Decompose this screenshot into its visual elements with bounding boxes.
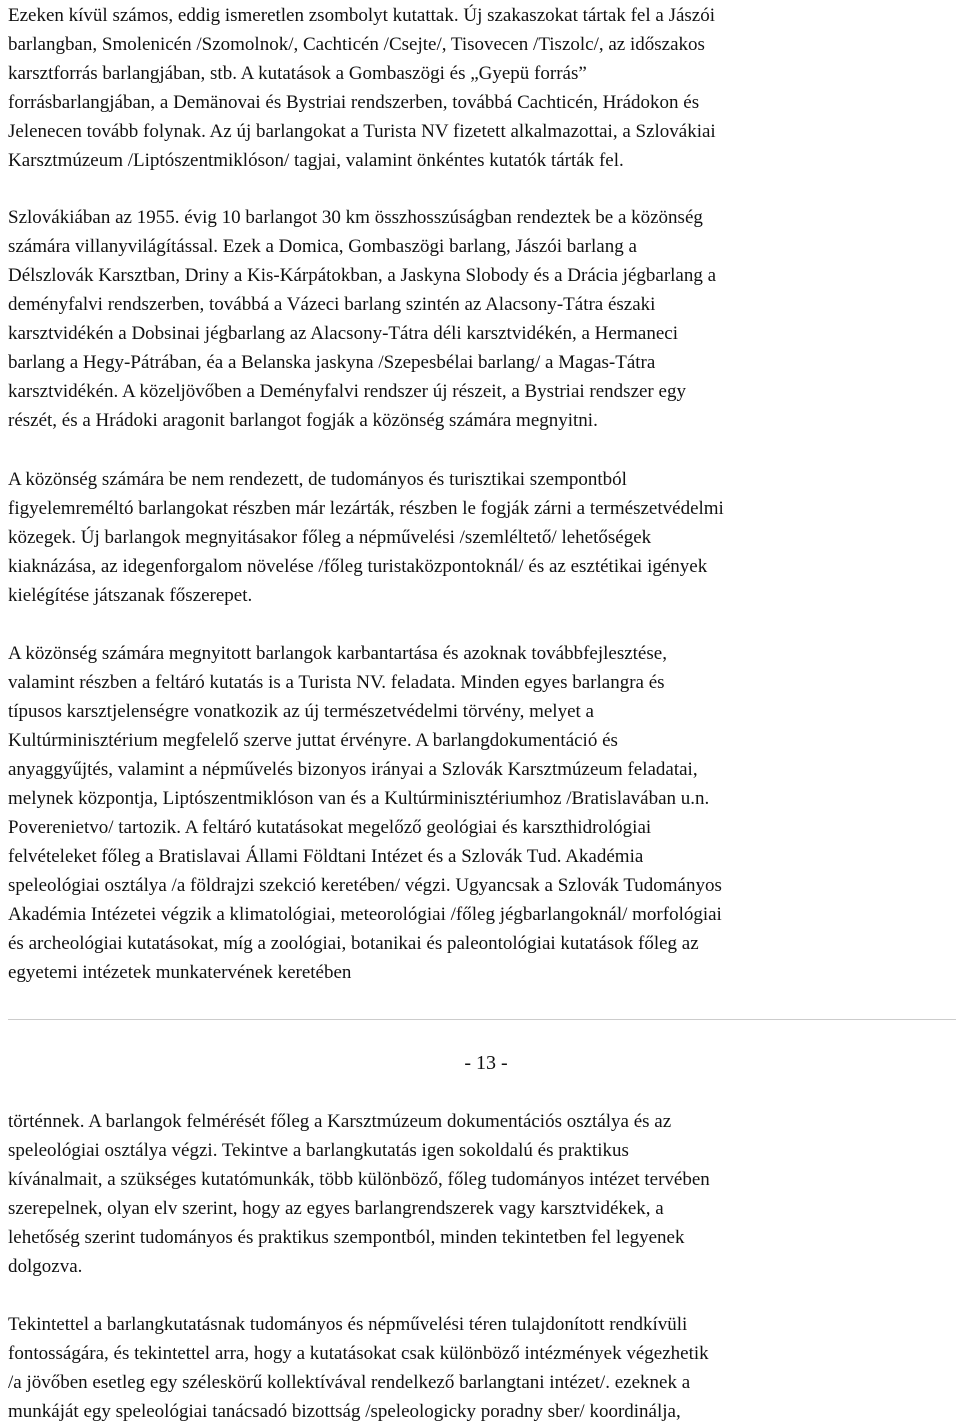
text-line: dolgozva. <box>8 1256 83 1277</box>
paragraph-committee <box>8 1310 709 1426</box>
text-line: Jelenecen tovább folynak. Az új barlangokat a Turista NV fizetett alkalmazottai, a Szlovákiai <box>8 121 716 142</box>
text-line: Poverenietvo/ tartozik. A feltáró kutatásokat megelőző geológiai és karszthidrológiai <box>8 817 652 838</box>
text-line: kiaknázása, az idegenforgalom növelése /főleg turistaközpontoknál/ és az esztétikai igények <box>8 556 708 577</box>
text-line: karsztvidékén a Dobsinai jégbarlang az Alacsony-Tátra déli karsztvidékén, a Hermaneci <box>8 323 678 344</box>
text-line: karsztforrás barlangjában, stb. A kutatások a Gombaszögi és „Gyepü forrás” <box>8 63 587 84</box>
text-line: karsztvidékén. A közeljövőben a Deményfalvi rendszer új részeit, a Bystriai rendszer egy <box>8 381 686 402</box>
text-line: Karsztmúzeum /Liptószentmiklóson/ tagjai, valamint önkéntes kutatók tárták fel. <box>8 150 624 171</box>
text-line: barlang a Hegy-Pátrában, éa a Belanska jaskyna /Szepesbélai barlang/ a Magas-Tátra <box>8 352 656 373</box>
page-number: - 13 - <box>464 1052 508 1074</box>
text-line: forrásbarlangjában, a Demänovai és Bystriai rendszerben, továbbá Cachticén, Hrádokon és <box>8 92 700 113</box>
text-line: figyelemreméltó barlangokat részben már lezárták, részben le fogják zárni a természetvédelmi <box>8 498 724 519</box>
paragraph-research-findings <box>8 1 716 175</box>
paragraph-closed-caves <box>8 465 724 610</box>
text-line: történnek. A barlangok felmérését főleg a Karsztmúzeum dokumentációs osztálya és az <box>8 1111 672 1132</box>
text-line: és archeológiai kutatásokat, míg a zoológiai, botanikai és paleontológiai kutatások főleg az <box>8 933 699 954</box>
text-line: közegek. Új barlangok megnyitásakor főleg a népművelési /szemléltető/ lehetőségek <box>8 527 652 548</box>
text-line: /a jövőben esetleg egy széleskörű kollektívával rendelkező barlangtani intézet/. ezeknek a <box>8 1372 691 1393</box>
text-line: A közönség számára be nem rendezett, de tudományos és turisztikai szempontból <box>8 469 627 490</box>
text-line: fontosságára, és tekintettel arra, hogy a kutatásokat csak különböző intézmények végezhetik <box>8 1343 709 1364</box>
text-line: melynek központja, Liptószentmiklóson van és a Kultúrminisztériumhoz /Bratislavában u.n. <box>8 788 710 809</box>
paragraph-maintenance <box>8 639 722 987</box>
text-line: speleológiai osztálya végzi. Tekintve a barlangkutatás igen sokoldalú és praktikus <box>8 1140 629 1161</box>
text-line: részét, és a Hrádoki aragonit barlangot fogják a közönség számára megnyitni. <box>8 410 598 431</box>
paragraph-survey <box>8 1107 710 1281</box>
text-line: munkáját egy speleológiai tanácsadó bizottság /speleologicky poradny sber/ koordinálja, <box>8 1401 681 1422</box>
text-line: Tekintettel a barlangkutatásnak tudományos és népművelési téren tulajdonított rendkívüli <box>8 1314 688 1335</box>
text-line: felvételeket főleg a Bratislavai Állami Földtani Intézet és a Szlovák Tud. Akadémia <box>8 846 644 867</box>
text-line: szerepelnek, olyan elv szerint, hogy az egyes barlangrendszerek vagy karsztvidékek, a <box>8 1198 664 1219</box>
text-line: Akadémia Intézetei végzik a klimatológiai, meteorológiai /főleg jégbarlangoknál/ morfológiai <box>8 904 722 925</box>
text-line: anyaggyűjtés, valamint a népművelés bizonyos irányai a Szlovák Karsztmúzeum feladatai, <box>8 759 698 780</box>
text-line: valamint részben a feltáró kutatás is a Turista NV. feladata. Minden egyes barlangra és <box>8 672 665 693</box>
page-break-divider <box>8 1019 956 1020</box>
text-line: egyetemi intézetek munkatervének keretében <box>8 962 352 983</box>
text-line: Ezeken kívül számos, eddig ismeretlen zsombolyt kutattak. Új szakaszokat tártak fel a Jászói <box>8 5 715 26</box>
paragraph-public-caves <box>8 203 716 435</box>
text-line: barlangban, Smolenicén /Szomolnok/, Cachticén /Csejte/, Tisovecen /Tiszolc/, az időszakos <box>8 34 705 55</box>
text-line: lehetőség szerint tudományos és praktikus szempontból, minden tekintetben fel legyenek <box>8 1227 685 1248</box>
text-line: speleológiai osztálya /a földrajzi szekció keretében/ végzi. Ugyancsak a Szlovák Tudományos <box>8 875 722 896</box>
text-line: kívánalmait, a szükséges kutatómunkák, több különböző, főleg tudományos intézet tervében <box>8 1169 710 1190</box>
text-line: Szlovákiában az 1955. évig 10 barlangot 30 km összhosszúságban rendeztek be a közönség <box>8 207 703 228</box>
text-line: típusos karsztjelenségre vonatkozik az új természetvédelmi törvény, melyet a <box>8 701 594 722</box>
text-line: Délszlovák Karsztban, Driny a Kis-Kárpátokban, a Jaskyna Slobody és a Drácia jégbarlang a <box>8 265 717 286</box>
text-line: kielégítése játszanak főszerepet. <box>8 585 253 606</box>
text-line: deményfalvi rendszerben, továbbá a Vázeci barlang szintén az Alacsony-Tátra északi <box>8 294 656 315</box>
text-line: számára villanyvilágítással. Ezek a Domica, Gombaszögi barlang, Jászói barlang a <box>8 236 637 257</box>
text-line: Kultúrminisztérium megfelelő szerve juttat érvényre. A barlangdokumentáció és <box>8 730 618 751</box>
text-line: A közönség számára megnyitott barlangok karbantartása és azoknak továbbfejlesztése, <box>8 643 667 664</box>
